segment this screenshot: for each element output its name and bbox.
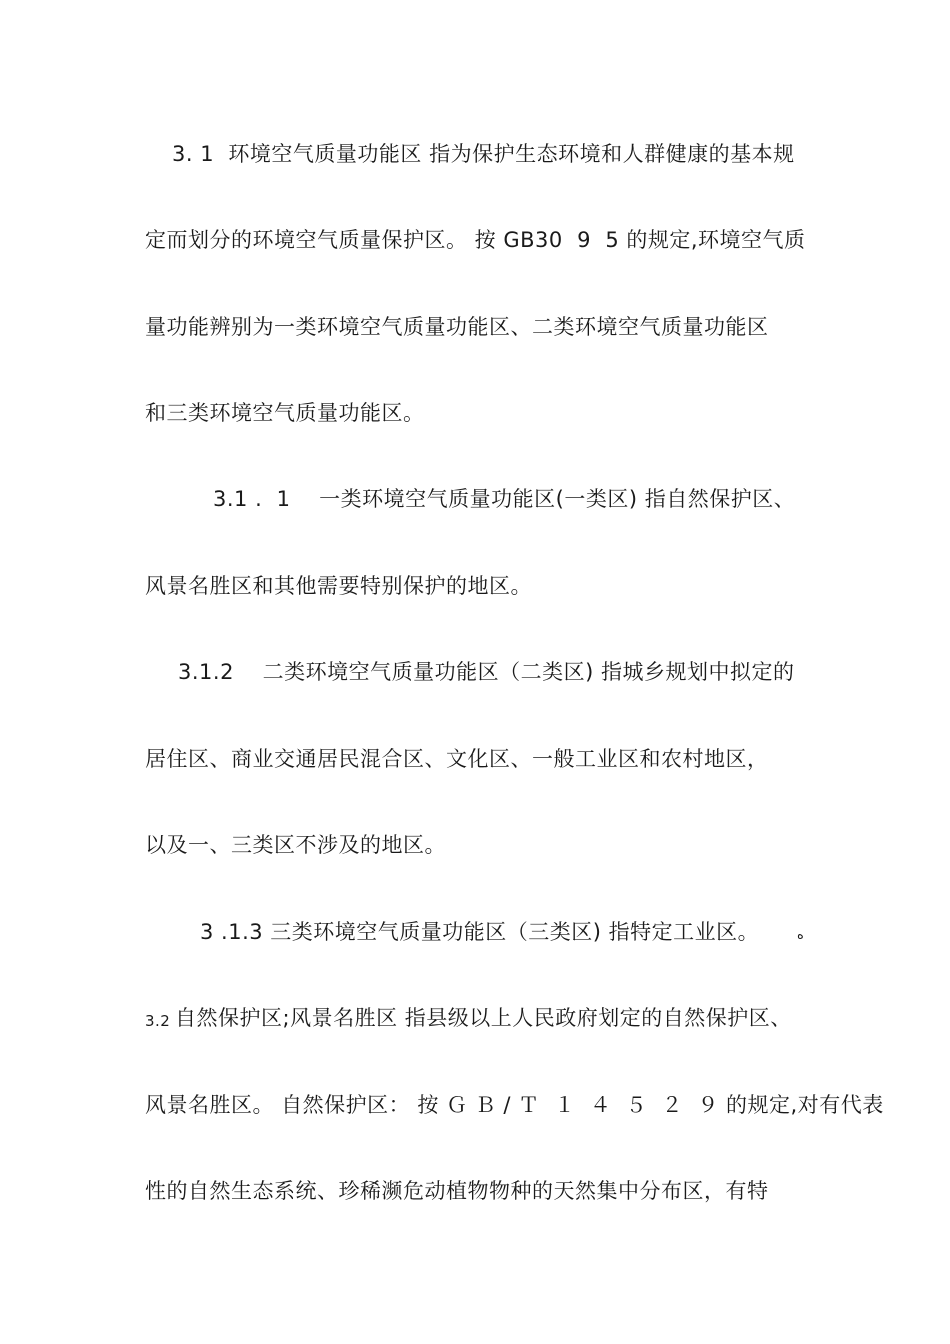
paragraph-3-1-line-1: 3. 1 环境空气质量功能区 指为保护生态环境和人群健康的基本规 bbox=[172, 142, 795, 166]
paragraph-3-2-line-1: 自然保护区;风景名胜区 指县级以上人民政府划定的自然保护区、 bbox=[175, 1006, 792, 1030]
paragraph-3-2-line-3: 性的自然生态系统、珍稀濒危动植物物种的天然集中分布区，有特 bbox=[145, 1179, 769, 1203]
section-number-3-2: 3.2 bbox=[145, 1012, 171, 1030]
paragraph-3-1-2-line-1: 3.1.2 二类环境空气质量功能区（二类区) 指城乡规划中拟定的 bbox=[178, 660, 795, 684]
paragraph-3-1-2-line-2: 居住区、商业交通居民混合区、文化区、一般工业区和农村地区， bbox=[145, 747, 769, 771]
paragraph-3-1-1-line-2: 风景名胜区和其他需要特别保护的地区。 bbox=[145, 574, 532, 598]
paragraph-3-1-line-2: 定而划分的环境空气质量保护区。 按 GB30 9 5 的规定,环境空气质 bbox=[145, 228, 806, 252]
paragraph-3-1-line-4: 和三类环境空气质量功能区。 bbox=[145, 401, 425, 425]
paragraph-3-1-1-line-1: 3.1 . 1 一类环境空气质量功能区(一类区) 指自然保护区、 bbox=[213, 487, 796, 511]
paragraph-3-1-2-line-3: 以及一、三类区不涉及的地区。 bbox=[145, 833, 446, 857]
paragraph-3-1-3-line-1: 3 .1.3 三类环境空气质量功能区（三类区) 指特定工业区。 bbox=[200, 920, 760, 944]
margin-mark: ه bbox=[797, 928, 804, 943]
paragraph-3-1-line-3: 量功能辨别为一类环境空气质量功能区、二类环境空气质量功能区 bbox=[145, 315, 769, 339]
paragraph-3-2-line-2: 风景名胜区。 自然保护区： 按 Ｇ Ｂ / Ｔ １ ４ ５ ２ ９ 的规定,对有代表 bbox=[145, 1093, 884, 1117]
